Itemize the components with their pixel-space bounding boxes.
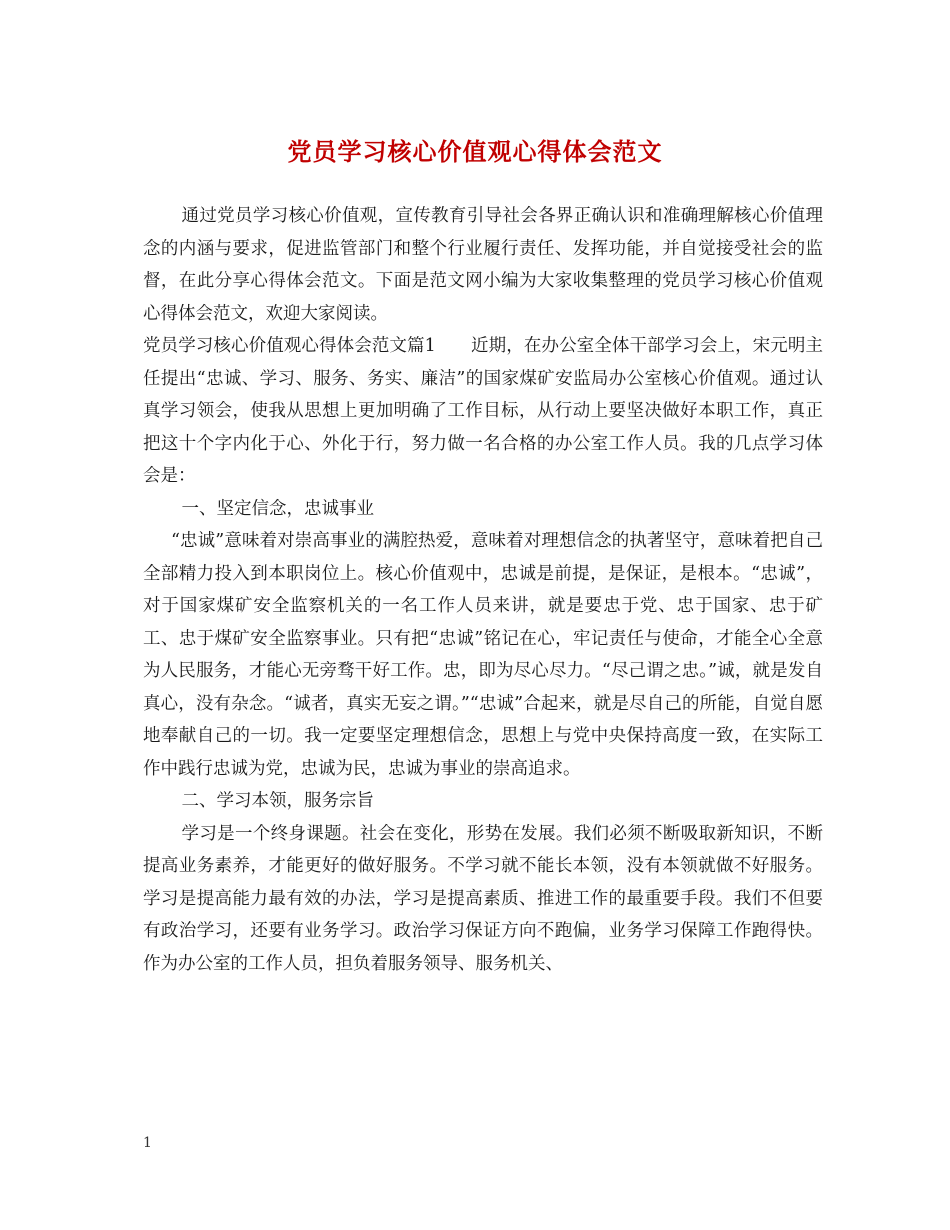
document-body: [143, 200, 823, 980]
section-heading-2: 二、学习本领，服务宗旨: [181, 791, 374, 811]
loyalty-paragraph: “忠诚”意味着对崇高事业的满腔热爱，意味着对理想信念的执著坚守，意味着把自己全部精力投入到本职岗位上。核心价值观中，忠诚是前提，是保证，是根本。“忠诚”，对于国家煤矿安全监察机关的一名工作人员来讲，就是要忠于党、忠于国家、忠于矿工、忠于煤矿安全监察事业。只有把“忠诚”铭记在心，牢记责任与使命，才能全心全意为人民服务，才能心无旁骛干好工作。忠，即为尽心尽力。“尽己谓之忠。”诚，就是发自真心，没有杂念。“诚者，真实无妄之谓。”“忠诚”合起来，就是尽自己的所能，自觉自愿地奉献自己的一切。我一定要坚定理想信念，思想上与党中央保持高度一致，在实际工作中践行忠诚为党，忠诚为民，忠诚为事业的崇高追求。: [143, 531, 823, 779]
article-1-paragraph: 党员学习核心价值观心得体会范文篇1 近期，在办公室全体干部学习会上，宋元明主任提出“忠诚、学习、服务、务实、廉洁”的国家煤矿安监局办公室核心价值观。通过认真学习领会，使我从思想上更加明确了工作目标，从行动上要坚决做好本职工作，真正把这十个字内化于心、外化于行，努力做一名合格的办公室工作人员。我的几点学习体会是：: [143, 336, 823, 486]
document-title: 党员学习核心价值观心得体会范文: [287, 137, 663, 166]
learning-paragraph: 学习是一个终身课题。社会在变化，形势在发展。我们必须不断吸取新知识，不断提高业务素养，才能更好的做好服务。不学习就不能长本领，没有本领就做不好服务。学习是提高能力最有效的办法，学习是提高素质、推进工作的最重要手段。我们不但要有政治学习，还要有业务学习。政治学习保证方向不跑偏，业务学习保障工作跑得快。作为办公室的工作人员，担负着服务领导、服务机关、: [143, 823, 823, 974]
page-number: 1: [143, 1135, 152, 1151]
intro-paragraph: 通过党员学习核心价值观，宣传教育引导社会各界正确认识和准确理解核心价值理念的内涵与要求，促进监管部门和整个行业履行责任、发挥功能，并自觉接受社会的监督，在此分享心得体会范文。下面是范文网小编为大家收集整理的党员学习核心价值观心得体会范文，欢迎大家阅读。: [143, 206, 823, 324]
section-heading-1: 一、坚定信念，忠诚事业: [181, 498, 374, 519]
